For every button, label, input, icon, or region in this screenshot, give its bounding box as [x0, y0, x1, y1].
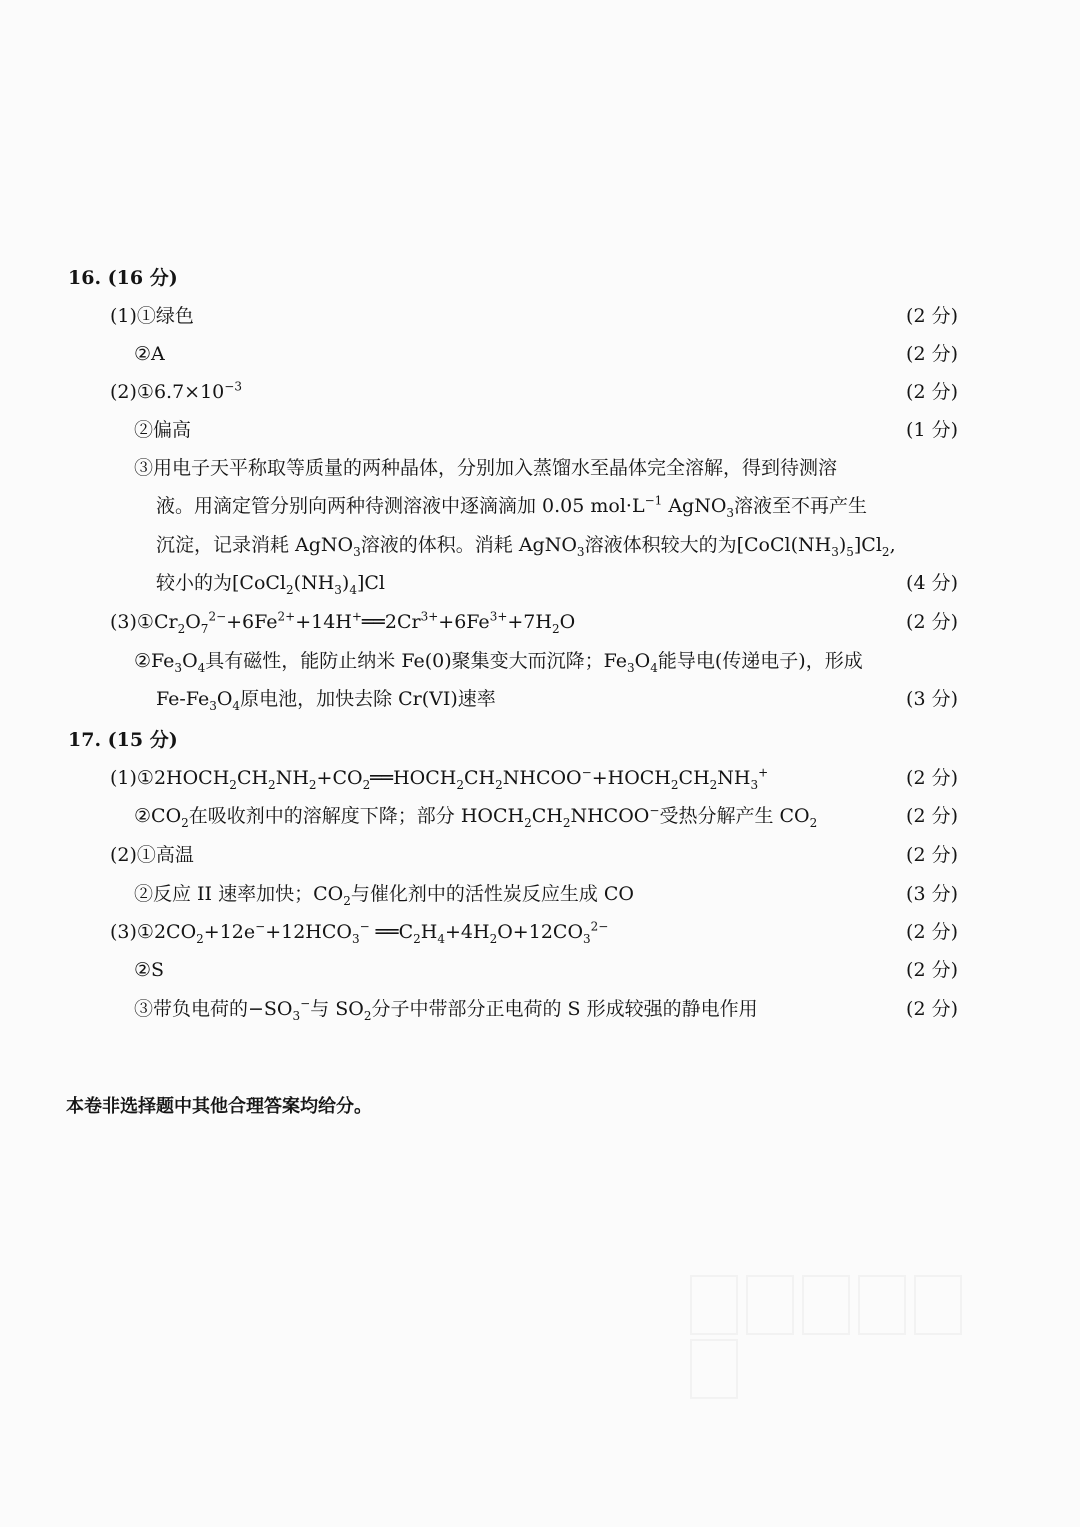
q16-1-1-score: (2 分): [906, 305, 958, 327]
q17-3-3: ③带负电荷的$-SO_3^-$与 $SO_2$分子中带部分正电荷的 S 形成较强的静电作用: [134, 996, 758, 1023]
q17-3-2-score: (2 分): [906, 959, 958, 981]
faint-watermark: [690, 1275, 1020, 1335]
q16-3-2-line1: $②Fe_3O_4$具有磁性，能防止纳米 Fe(0)聚集变大而沉降；$Fe_3O_4$能导电(传递电子)，形成: [134, 650, 863, 675]
q16-1-2-score: (2 分): [906, 343, 958, 365]
q17-1-2: $②CO_2$在吸收剂中的溶解度下降；部分 $HOCH_2CH_2NHCOO^-$受热分解产生 $CO_2$: [134, 803, 818, 830]
q17-2-1: (2)①高温: [110, 844, 194, 866]
q16-2-1: $(2)①6.7\times 10^{-3}$: [110, 379, 242, 403]
q16-header: 16. (16 分): [68, 267, 178, 289]
q16-3-1: $(3)①Cr_2O_7^{2-}+6Fe^{2+}+14H^+══2Cr^{3+}+6Fe^{3+}+7H_2O$: [110, 609, 576, 636]
q17-1-1: $(1)①2HOCH_2CH_2NH_2+CO_2══HOCH_2CH_2NHCOO^-+HOCH_2CH_2NH_3^+$: [110, 765, 769, 792]
q17-2-2-score: (3 分): [906, 883, 958, 905]
q17-2-1-score: (2 分): [906, 844, 958, 866]
q16-2-2-score: (1 分): [906, 419, 958, 441]
q16-2-3-line3: 沉淀，记录消耗 AgNO$_3$溶液的体积。消耗 AgNO$_3$溶液体积较大的为$[CoCl(NH_3)_5]Cl_2$,: [156, 534, 896, 559]
q17-1-2-score: (2 分): [906, 805, 958, 827]
q16-3-2-score: (3 分): [906, 688, 958, 710]
q16-2-3-line4: 较小的为$[CoCl_2(NH_3)_4]Cl$: [156, 572, 385, 597]
q16-2-3-score: (4 分): [906, 572, 958, 594]
q16-1-1: (1)①绿色: [110, 305, 194, 327]
footer-note: 本卷非选择题中其他合理答案均给分。: [66, 1096, 372, 1117]
q16-2-2: ②偏高: [134, 419, 192, 441]
q16-3-2-line2: $Fe-Fe_3O_4$原电池，加快去除 Cr(VI)速率: [156, 688, 496, 713]
q16-1-2: ②A: [134, 343, 165, 365]
q17-3-3-score: (2 分): [906, 998, 958, 1020]
q16-2-1-score: (2 分): [906, 381, 958, 403]
q17-3-1-score: (2 分): [906, 921, 958, 943]
q17-3-2: ②S: [134, 959, 165, 981]
q16-3-1-score: (2 分): [906, 611, 958, 633]
q17-2-2: ②反应 II 速率加快；$CO_2$与催化剂中的活性炭反应生成 CO: [134, 883, 635, 908]
q16-2-3-line2: 液。用滴定管分别向两种待测溶液中逐滴滴加 0.05 $mol\cdot L^{-1}$ AgNO$_3$溶液至不再产生: [156, 493, 868, 520]
q17-3-1: $(3)①2CO_2+12e^-+12HCO_3^-$ $══C_2H_4+4H_2O+12CO_3^{2-}$: [110, 919, 609, 946]
q17-header: 17. (15 分): [68, 729, 178, 751]
q16-2-3-line1: ③用电子天平称取等质量的两种晶体，分别加入蒸馏水至晶体完全溶解，得到待测溶: [134, 457, 838, 479]
q17-1-1-score: (2 分): [906, 767, 958, 789]
